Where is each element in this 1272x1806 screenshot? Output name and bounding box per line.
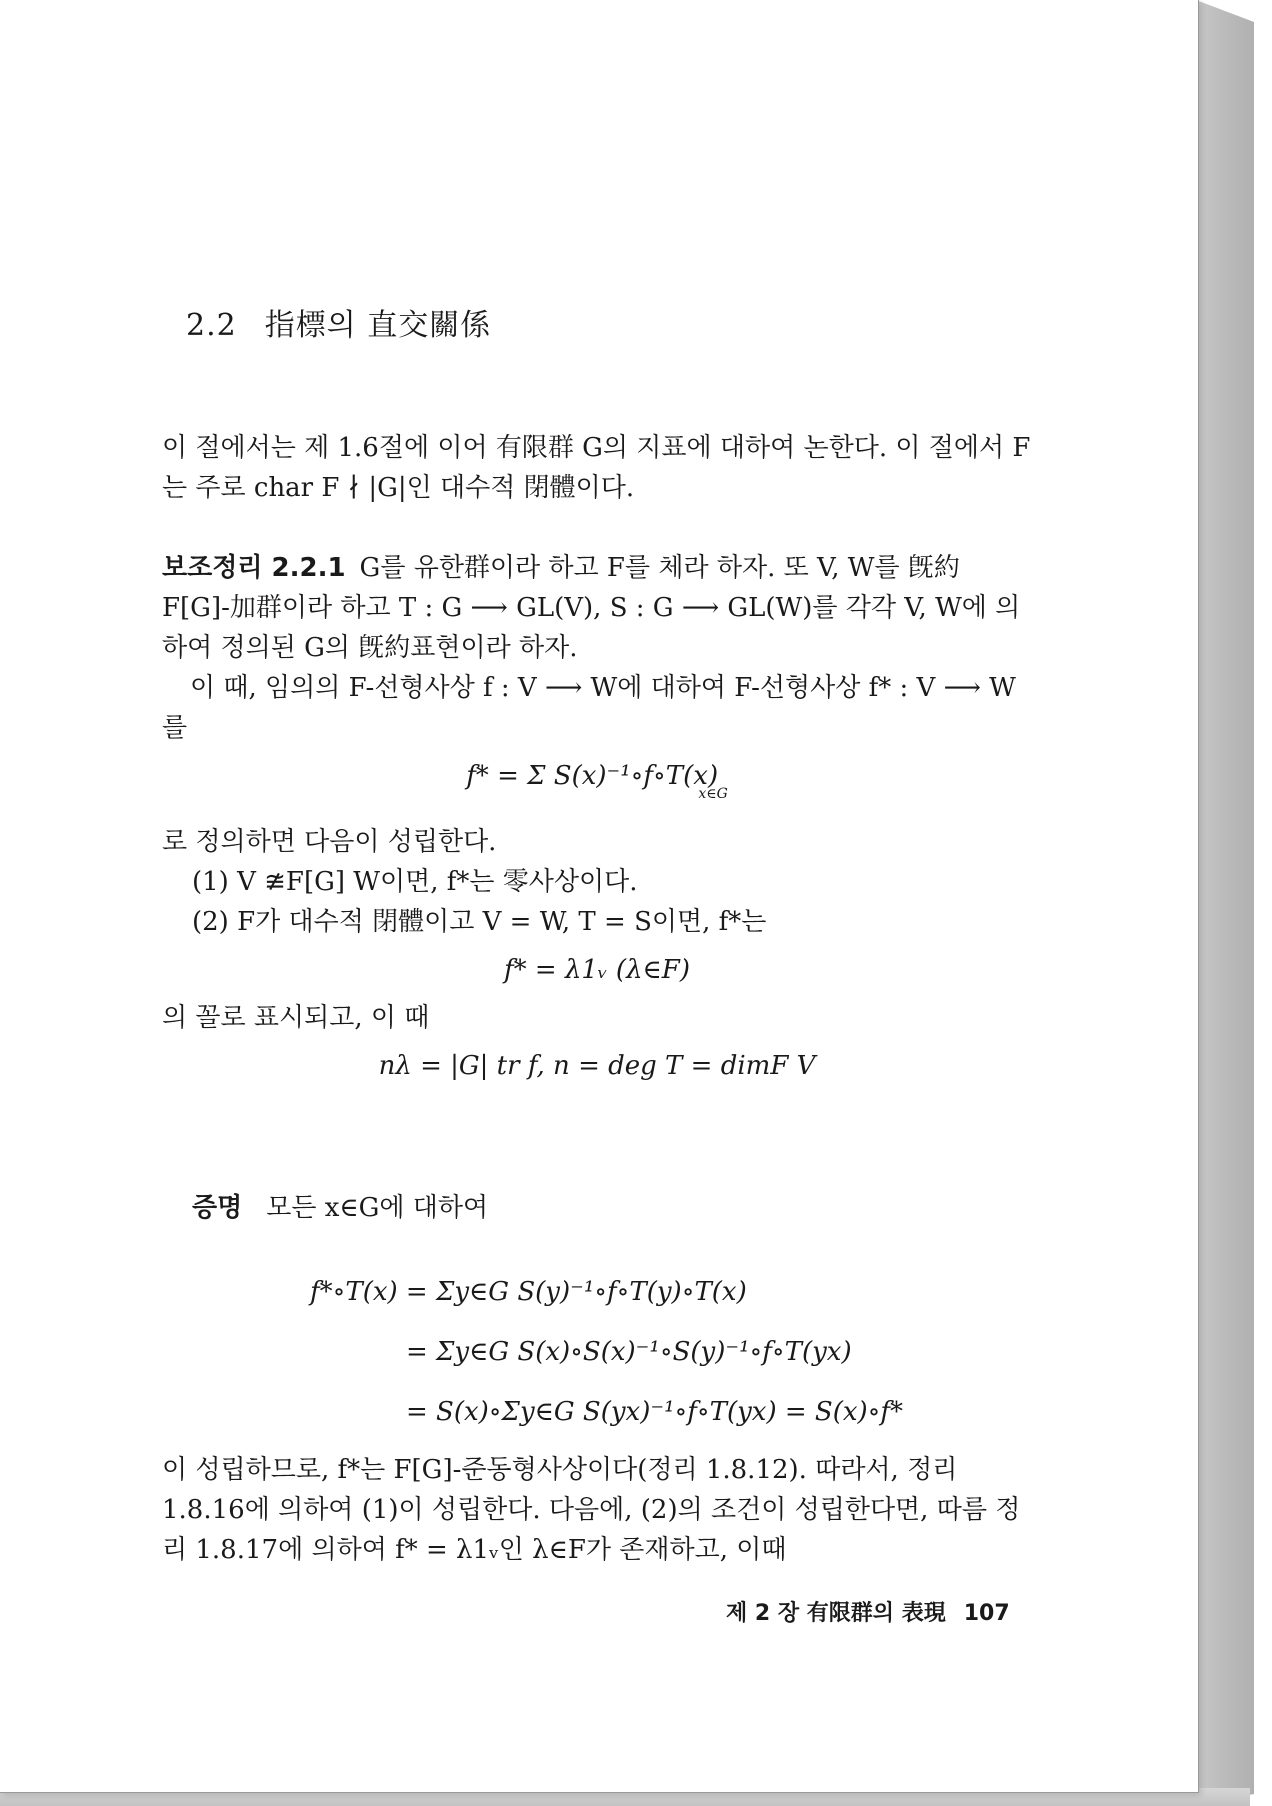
lemma-item-1: (1) V ≇F[G] W이면, f*는 零사상이다. [192, 867, 638, 897]
lemma-item-2: (2) F가 대수적 閉體이고 V = W, T = S이면, f*는 [192, 907, 767, 937]
lemma-block [162, 548, 1032, 1094]
proof-intro-text: 모든 x∈G에 대하여 [266, 1193, 489, 1223]
intro-paragraph: 이 절에서는 제 1.6절에 이어 有限群 G의 지표에 대하여 논한다. 이 절에서 F는 주로 char F ∤ |G|인 대수적 閉體이다. [162, 433, 1031, 503]
lemma-label: 보조정리 2.2.1 [162, 553, 346, 583]
proof-intro [162, 1188, 1032, 1228]
equation-trace: nλ = |G| tr f, n = deg T = dimF V [378, 1051, 816, 1081]
page-footer [708, 1596, 1010, 1627]
lemma-condition: 이 때, 임의의 F-선형사상 f : V ⟶ W에 대하여 F-선형사상 f* : V ⟶ W를 [162, 673, 1016, 743]
lemma-statement: G를 유한群이라 하고 F를 체라 하자. 또 V, W를 旣約 F[G]-加群이라 하고 T : G ⟶ GL(V), S : G ⟶ GL(W)를 각각 V, W에 의하여 정의된 G의 旣約표현이라 하자. [162, 553, 1021, 663]
lemma-form-text: 의 꼴로 표시되고, 이 때 [162, 1003, 430, 1033]
proof-equation-line: f*∘T(x) = Σy∈G S(y)⁻¹∘f∘T(y)∘T(x) [310, 1277, 747, 1307]
book-side-edge [1196, 0, 1254, 1806]
equation-f-star [162, 756, 1032, 814]
proof-label: 증명 [192, 1193, 243, 1223]
equation-f-star-main: f* = Σ S(x)⁻¹∘f∘T(x) [466, 761, 719, 791]
proof-equation-line: = S(x)∘Σy∈G S(yx)⁻¹∘f∘T(yx) = S(x)∘f* [406, 1397, 904, 1427]
equation-f-star-subscript: x∈G [698, 786, 728, 802]
equation-lambda: f* = λ1ᵥ (λ∈F) [504, 955, 690, 985]
lemma-consequence: 로 정의하면 다음이 성립한다. [162, 827, 497, 857]
section-number: 2.2 [186, 308, 237, 343]
proof-conclusion: 이 성립하므로, f*는 F[G]-준동형사상이다(정리 1.8.12). 따라서, 정리 1.8.16에 의하여 (1)이 성립한다. 다음에, (2)의 조건이 성립한다면, 따름 정리 1.8.17에 의하여 f* = λ1ᵥ인 λ∈F가 존재하고, 이때 [162, 1455, 1021, 1565]
section-heading [186, 300, 491, 344]
proof-equation-line: = Σy∈G S(x)∘S(x)⁻¹∘S(y)⁻¹∘f∘T(yx) [406, 1337, 852, 1367]
proof-equations [310, 1262, 903, 1442]
footer-chapter: 제 2 장 有限群의 表現 [726, 1601, 946, 1626]
footer-page-number: 107 [963, 1601, 1010, 1626]
section-title: 指標의 直交關係 [264, 308, 492, 343]
